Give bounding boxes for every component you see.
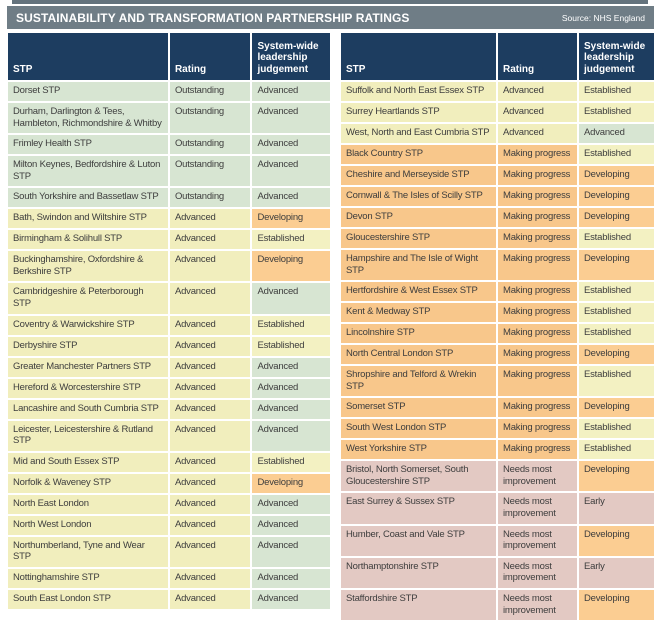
judgement-cell: Developing — [579, 250, 654, 280]
column-header-judgement: System-wide leadership judgement — [579, 33, 654, 80]
stp-cell: South East London STP — [8, 590, 168, 609]
table-row — [341, 82, 654, 101]
rating-cell: Making progress — [498, 282, 577, 301]
rating-cell: Outstanding — [170, 156, 251, 186]
table-row — [341, 366, 654, 396]
judgement-cell: Developing — [579, 461, 654, 491]
rating-cell: Advanced — [170, 516, 251, 535]
table-row — [8, 230, 330, 249]
stp-cell: Humber, Coast and Vale STP — [341, 526, 496, 556]
stp-cell: Cheshire and Merseyside STP — [341, 166, 496, 185]
table-row — [341, 526, 654, 556]
stp-cell: Gloucestershire STP — [341, 229, 496, 248]
judgement-cell: Advanced — [252, 156, 330, 186]
table-row — [8, 156, 330, 186]
table-row — [341, 419, 654, 438]
table-body — [341, 82, 654, 622]
judgement-cell: Established — [579, 82, 654, 101]
table-row — [341, 440, 654, 459]
stp-cell: Nottinghamshire STP — [8, 569, 168, 588]
judgement-cell: Advanced — [252, 283, 330, 313]
rating-cell: Advanced — [498, 103, 577, 122]
stp-cell: Hertfordshire & West Essex STP — [341, 282, 496, 301]
table-row — [8, 283, 330, 313]
rating-cell: Needs most improvement — [498, 493, 577, 523]
rating-cell: Making progress — [498, 398, 577, 417]
table-row — [8, 537, 330, 567]
table-body — [8, 82, 330, 611]
judgement-cell: Advanced — [579, 124, 654, 143]
table-row — [8, 209, 330, 228]
table-row — [341, 345, 654, 364]
stp-cell: East Surrey & Sussex STP — [341, 493, 496, 523]
stp-cell: Frimley Health STP — [8, 135, 168, 154]
stp-table-left — [8, 33, 330, 611]
table-header — [341, 33, 654, 80]
rating-cell: Advanced — [170, 569, 251, 588]
rating-cell: Making progress — [498, 187, 577, 206]
stp-cell: Kent & Medway STP — [341, 303, 496, 322]
stp-cell: West Yorkshire STP — [341, 440, 496, 459]
stp-cell: Hereford & Worcestershire STP — [8, 379, 168, 398]
judgement-cell: Established — [252, 230, 330, 249]
stp-cell: Shropshire and Telford & Wrekin STP — [341, 366, 496, 396]
rating-cell: Advanced — [170, 537, 251, 567]
table-row — [341, 282, 654, 301]
judgement-cell: Developing — [252, 209, 330, 228]
table-row — [8, 569, 330, 588]
stp-cell: Lancashire and South Cumbria STP — [8, 400, 168, 419]
stp-cell: Hampshire and The Isle of Wight STP — [341, 250, 496, 280]
rating-cell: Advanced — [170, 251, 251, 281]
stp-cell: Dorset STP — [8, 82, 168, 101]
rating-cell: Advanced — [170, 283, 251, 313]
stp-cell: Bath, Swindon and Wiltshire STP — [8, 209, 168, 228]
judgement-cell: Developing — [579, 526, 654, 556]
table-row — [341, 166, 654, 185]
judgement-cell: Early — [579, 493, 654, 523]
stp-cell: Birmingham & Solihull STP — [8, 230, 168, 249]
rating-cell: Advanced — [170, 209, 251, 228]
stp-cell: Black Country STP — [341, 145, 496, 164]
rating-cell: Making progress — [498, 366, 577, 396]
judgement-cell: Developing — [579, 187, 654, 206]
rating-cell: Making progress — [498, 208, 577, 227]
stp-cell: North Central London STP — [341, 345, 496, 364]
stp-cell: Surrey Heartlands STP — [341, 103, 496, 122]
judgement-cell: Established — [252, 453, 330, 472]
stp-cell: Derbyshire STP — [8, 337, 168, 356]
table-row — [341, 324, 654, 343]
stp-cell: Norfolk & Waveney STP — [8, 474, 168, 493]
stp-cell: Cornwall & The Isles of Scilly STP — [341, 187, 496, 206]
stp-cell: Coventry & Warwickshire STP — [8, 316, 168, 335]
judgement-cell: Established — [579, 419, 654, 438]
rating-cell: Making progress — [498, 324, 577, 343]
table-row — [8, 358, 330, 377]
table-row — [8, 474, 330, 493]
rating-cell: Outstanding — [170, 188, 251, 207]
stp-cell: South Yorkshire and Bassetlaw STP — [8, 188, 168, 207]
judgement-cell: Established — [579, 440, 654, 459]
rating-cell: Needs most improvement — [498, 558, 577, 588]
judgement-cell: Established — [579, 145, 654, 164]
table-row — [341, 303, 654, 322]
table-row — [8, 516, 330, 535]
rating-cell: Making progress — [498, 229, 577, 248]
table-row — [8, 103, 330, 133]
judgement-cell: Advanced — [252, 537, 330, 567]
judgement-cell: Established — [252, 337, 330, 356]
source-label: Source: NHS England — [561, 12, 645, 23]
stp-table-right — [341, 33, 654, 622]
judgement-cell: Advanced — [252, 516, 330, 535]
judgement-cell: Developing — [252, 251, 330, 281]
stp-cell: Milton Keynes, Bedfordshire & Luton STP — [8, 156, 168, 186]
stp-cell: North East London — [8, 495, 168, 514]
table-row — [8, 188, 330, 207]
stp-cell: Buckinghamshire, Oxfordshire & Berkshire STP — [8, 251, 168, 281]
table-row — [341, 590, 654, 620]
judgement-cell: Advanced — [252, 188, 330, 207]
stp-cell: North West London — [8, 516, 168, 535]
stp-cell: Devon STP — [341, 208, 496, 227]
judgement-cell: Developing — [579, 398, 654, 417]
judgement-cell: Early — [579, 558, 654, 588]
table-row — [8, 251, 330, 281]
table-row — [341, 398, 654, 417]
stp-cell: Cambridgeshire & Peterborough STP — [8, 283, 168, 313]
stp-cell: Mid and South Essex STP — [8, 453, 168, 472]
rating-cell: Outstanding — [170, 103, 251, 133]
judgement-cell: Developing — [579, 590, 654, 620]
rating-cell: Making progress — [498, 440, 577, 459]
rating-cell: Advanced — [170, 474, 251, 493]
stp-cell: Lincolnshire STP — [341, 324, 496, 343]
rating-cell: Needs most improvement — [498, 461, 577, 491]
stp-cell: Suffolk and North East Essex STP — [341, 82, 496, 101]
judgement-cell: Established — [579, 103, 654, 122]
table-row — [8, 421, 330, 451]
table-row — [8, 400, 330, 419]
judgement-cell: Developing — [252, 474, 330, 493]
stp-cell: West, North and East Cumbria STP — [341, 124, 496, 143]
judgement-cell: Developing — [579, 208, 654, 227]
column-header-rating: Rating — [170, 33, 251, 80]
judgement-cell: Developing — [579, 345, 654, 364]
judgement-cell: Established — [252, 316, 330, 335]
stp-cell: Northamptonshire STP — [341, 558, 496, 588]
judgement-cell: Established — [579, 282, 654, 301]
judgement-cell: Advanced — [252, 421, 330, 451]
judgement-cell: Advanced — [252, 103, 330, 133]
rating-cell: Advanced — [170, 495, 251, 514]
table-row — [8, 379, 330, 398]
rating-cell: Needs most improvement — [498, 526, 577, 556]
table-header — [8, 33, 330, 80]
stp-cell: Northumberland, Tyne and Wear STP — [8, 537, 168, 567]
tables-container — [8, 33, 654, 622]
table-row — [341, 558, 654, 588]
table-row — [8, 495, 330, 514]
table-row — [8, 135, 330, 154]
rating-cell: Outstanding — [170, 135, 251, 154]
stp-cell: Somerset STP — [341, 398, 496, 417]
title-banner — [7, 6, 654, 29]
column-header-stp: STP — [341, 33, 496, 80]
table-row — [8, 82, 330, 101]
top-edge-strip — [12, 0, 648, 4]
judgement-cell: Advanced — [252, 400, 330, 419]
stp-cell: Durham, Darlington & Tees, Hambleton, Richmondshire & Whitby — [8, 103, 168, 133]
rating-cell: Advanced — [170, 453, 251, 472]
table-row — [8, 337, 330, 356]
rating-cell: Advanced — [170, 400, 251, 419]
column-header-judgement: System-wide leadership judgement — [252, 33, 330, 80]
judgement-cell: Advanced — [252, 135, 330, 154]
judgement-cell: Established — [579, 303, 654, 322]
table-row — [341, 493, 654, 523]
judgement-cell: Advanced — [252, 379, 330, 398]
rating-cell: Advanced — [170, 230, 251, 249]
table-row — [8, 590, 330, 609]
judgement-cell: Advanced — [252, 590, 330, 609]
judgement-cell: Developing — [579, 166, 654, 185]
rating-cell: Making progress — [498, 166, 577, 185]
table-row — [341, 250, 654, 280]
stp-cell: Leicester, Leicestershire & Rutland STP — [8, 421, 168, 451]
rating-cell: Advanced — [170, 421, 251, 451]
judgement-cell: Advanced — [252, 569, 330, 588]
rating-cell: Advanced — [498, 82, 577, 101]
stp-cell: Bristol, North Somerset, South Gloucestershire STP — [341, 461, 496, 491]
rating-cell: Making progress — [498, 145, 577, 164]
table-row — [341, 229, 654, 248]
table-row — [341, 187, 654, 206]
rating-cell: Making progress — [498, 303, 577, 322]
column-header-rating: Rating — [498, 33, 577, 80]
stp-cell: Greater Manchester Partners STP — [8, 358, 168, 377]
judgement-cell: Established — [579, 324, 654, 343]
rating-cell: Advanced — [170, 337, 251, 356]
table-row — [8, 453, 330, 472]
judgement-cell: Advanced — [252, 358, 330, 377]
rating-cell: Outstanding — [170, 82, 251, 101]
judgement-cell: Advanced — [252, 495, 330, 514]
table-row — [341, 461, 654, 491]
judgement-cell: Established — [579, 366, 654, 396]
table-row — [8, 316, 330, 335]
stp-cell: Staffordshire STP — [341, 590, 496, 620]
table-row — [341, 208, 654, 227]
rating-cell: Making progress — [498, 419, 577, 438]
rating-cell: Making progress — [498, 345, 577, 364]
judgement-cell: Established — [579, 229, 654, 248]
rating-cell: Advanced — [170, 358, 251, 377]
rating-cell: Advanced — [170, 316, 251, 335]
rating-cell: Advanced — [170, 590, 251, 609]
table-row — [341, 145, 654, 164]
column-header-stp: STP — [8, 33, 168, 80]
page-title: SUSTAINABILITY AND TRANSFORMATION PARTNERSHIP RATINGS — [16, 10, 410, 25]
table-row — [341, 103, 654, 122]
judgement-cell: Advanced — [252, 82, 330, 101]
rating-cell: Making progress — [498, 250, 577, 280]
rating-cell: Advanced — [498, 124, 577, 143]
table-row — [341, 124, 654, 143]
rating-cell: Needs most improvement — [498, 590, 577, 620]
stp-cell: South West London STP — [341, 419, 496, 438]
rating-cell: Advanced — [170, 379, 251, 398]
